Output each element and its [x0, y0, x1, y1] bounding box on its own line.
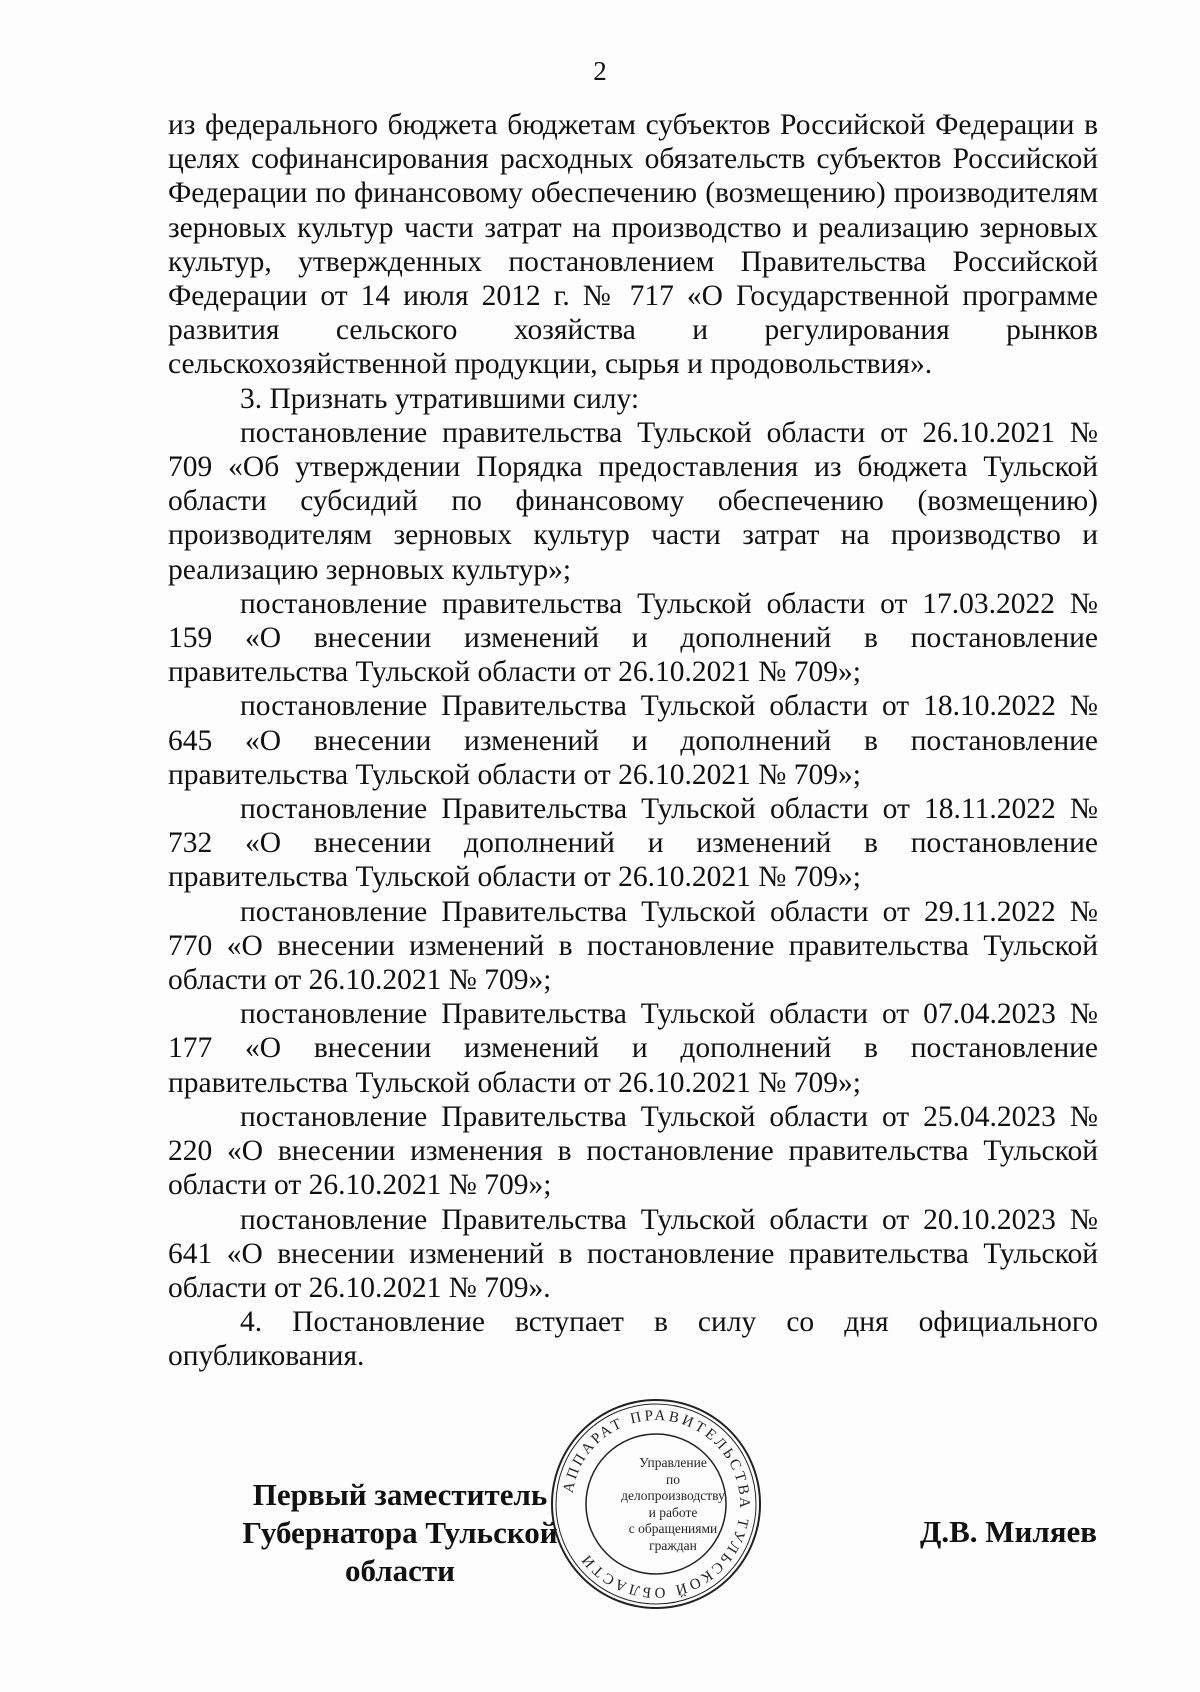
stamp-ring-text: АППАРАТ ПРАВИТЕЛЬСТВА ТУЛЬСКОЙ ОБЛАСТИ: [560, 1407, 753, 1601]
repealed-act-709: постановление правительства Тульской области от 26.10.2021 № 709 «Об утверждении Порядка предоставления из бюджета Тульской области субсидий по финансовому обеспечению (возмещению) производителям зерновых культур части затрат на производство и реализацию зерновых культур»;: [168, 416, 1098, 586]
page-number: 2: [593, 56, 607, 86]
stamp-line: граждан: [649, 1537, 697, 1553]
paragraph-item-4: 4. Постановление вступает в силу со дня официального опубликования.: [168, 1306, 1098, 1373]
document-body: [168, 108, 1098, 1374]
paragraph-item-3: 3. Признать утратившими силу:: [240, 382, 640, 415]
stamp-inner-text: [618, 1455, 728, 1554]
stamp-line: с обращениями: [628, 1521, 718, 1536]
repealed-act-177: постановление Правительства Тульской области от 07.04.2023 № 177 «О внесении изменений и дополнений в постановление правительства Тульской области от 26.10.2021 № 709»;: [168, 998, 1098, 1099]
signatory-position-line2: Губернатора Тульской области: [242, 1515, 558, 1588]
repealed-act-732: постановление Правительства Тульской области от 18.11.2022 № 732 «О внесении дополнений и изменений в постановление правительства Тульской области от 26.10.2021 № 709»;: [168, 793, 1098, 894]
signatory-position: [190, 1476, 610, 1590]
repealed-act-641: постановление Правительства Тульской области от 20.10.2023 № 641 «О внесении изменений в постановление правительства Тульской области от 26.10.2021 № 709».: [168, 1203, 1098, 1304]
signatory-name: Д.В. Миляев: [920, 1514, 1098, 1549]
stamp-line: Управление: [639, 1455, 707, 1470]
repealed-act-645: постановление Правительства Тульской области от 18.10.2022 № 645 «О внесении изменений и дополнений в постановление правительства Тульской области от 26.10.2021 № 709»;: [168, 690, 1098, 791]
signatory-position-line1: Первый заместитель: [252, 1477, 548, 1512]
repealed-act-159: постановление правительства Тульской области от 17.03.2022 № 159 «О внесении изменений и дополнений в постановление правительства Тульской области от 26.10.2021 № 709»;: [168, 587, 1098, 689]
stamp-line: по делопроизводству: [621, 1471, 725, 1503]
stamp-line: и работе: [648, 1504, 698, 1520]
paragraph-continuation: из федерального бюджета бюджетам субъектов Российской Федерации в целях софинансирования расходных обязательств субъектов Российской Федерации по финансовому обеспечению (возмещению) производителям зерновых культур части затрат на производство и реализацию зерновых культур, утвержденных постановлением Правительства Российской Федерации от 14 июля 2012 г. № 717 «О Государственной программе развития сельского хозяйства и регулирования рынков сельскохозяйственной продукции, сырья и продовольствия».: [168, 109, 1098, 381]
repealed-act-770: постановление Правительства Тульской области от 29.11.2022 № 770 «О внесении изменений в постановление правительства Тульской области от 26.10.2021 № 709»;: [168, 895, 1098, 997]
repealed-act-220: постановление Правительства Тульской области от 25.04.2023 № 220 «О внесении изменения в постановление правительства Тульской области от 26.10.2021 № 709»;: [168, 1100, 1098, 1202]
